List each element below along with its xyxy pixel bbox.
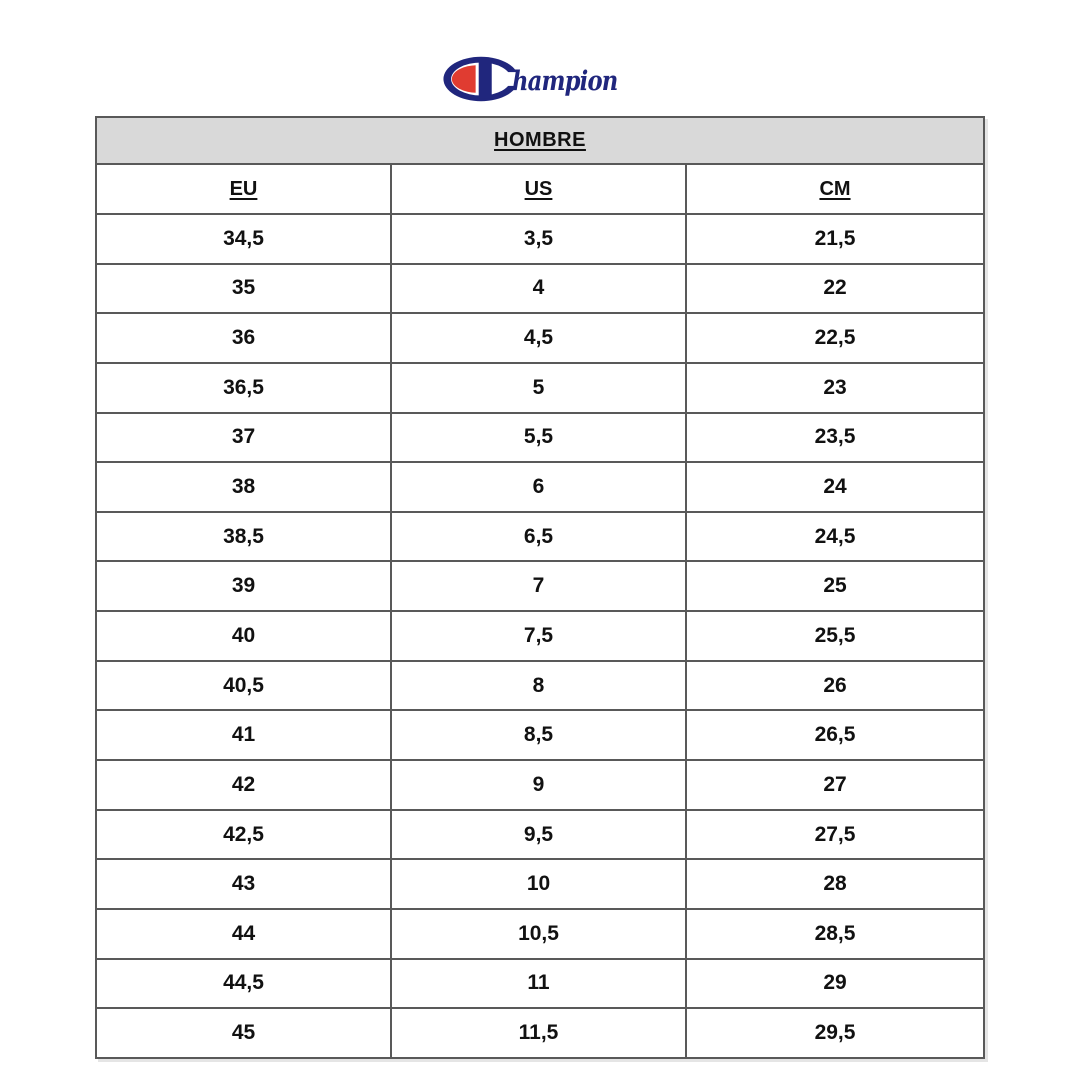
table-row <box>96 413 984 463</box>
table-row <box>96 661 984 711</box>
size-cell-cm: 24,5 <box>686 512 984 562</box>
size-cell-eu: 44,5 <box>96 959 391 1009</box>
table-row <box>96 909 984 959</box>
champion-c-icon <box>442 56 520 102</box>
table-row <box>96 264 984 314</box>
size-cell-cm: 29,5 <box>686 1008 984 1058</box>
size-cell-us: 11 <box>391 959 686 1009</box>
size-cell-us: 9,5 <box>391 810 686 860</box>
size-cell-us: 4,5 <box>391 313 686 363</box>
size-cell-cm: 21,5 <box>686 214 984 264</box>
size-cell-eu: 44 <box>96 909 391 959</box>
size-cell-eu: 37 <box>96 413 391 463</box>
size-cell-eu: 38 <box>96 462 391 512</box>
champion-logo <box>0 54 1080 104</box>
size-cell-eu: 38,5 <box>96 512 391 562</box>
size-cell-eu: 36,5 <box>96 363 391 413</box>
size-chart-table <box>95 116 985 1059</box>
table-row <box>96 512 984 562</box>
size-cell-eu: 41 <box>96 710 391 760</box>
table-row <box>96 313 984 363</box>
size-cell-cm: 25 <box>686 561 984 611</box>
table-title-row <box>96 117 984 164</box>
size-cell-eu: 45 <box>96 1008 391 1058</box>
size-cell-cm: 22 <box>686 264 984 314</box>
column-header-cm: CM <box>686 164 984 214</box>
size-cell-us: 7,5 <box>391 611 686 661</box>
size-cell-us: 10,5 <box>391 909 686 959</box>
size-cell-cm: 24 <box>686 462 984 512</box>
size-cell-eu: 40 <box>96 611 391 661</box>
champion-wordmark: hampion <box>512 65 618 97</box>
table-row <box>96 363 984 413</box>
size-cell-eu: 43 <box>96 859 391 909</box>
size-cell-us: 5 <box>391 363 686 413</box>
size-cell-us: 8,5 <box>391 710 686 760</box>
size-cell-eu: 35 <box>96 264 391 314</box>
size-cell-eu: 40,5 <box>96 661 391 711</box>
table-row <box>96 959 984 1009</box>
size-cell-cm: 28,5 <box>686 909 984 959</box>
size-cell-cm: 28 <box>686 859 984 909</box>
size-cell-cm: 22,5 <box>686 313 984 363</box>
size-cell-us: 5,5 <box>391 413 686 463</box>
size-cell-cm: 23 <box>686 363 984 413</box>
size-cell-us: 6 <box>391 462 686 512</box>
table-title: HOMBRE <box>96 117 984 164</box>
size-cell-us: 7 <box>391 561 686 611</box>
size-cell-cm: 25,5 <box>686 611 984 661</box>
size-table-body <box>96 214 984 1058</box>
size-cell-cm: 26 <box>686 661 984 711</box>
column-header-eu: EU <box>96 164 391 214</box>
size-cell-eu: 36 <box>96 313 391 363</box>
table-row <box>96 611 984 661</box>
size-cell-cm: 29 <box>686 959 984 1009</box>
size-cell-cm: 23,5 <box>686 413 984 463</box>
size-cell-cm: 26,5 <box>686 710 984 760</box>
column-header-row <box>96 164 984 214</box>
size-cell-cm: 27,5 <box>686 810 984 860</box>
size-cell-eu: 42 <box>96 760 391 810</box>
size-cell-eu: 34,5 <box>96 214 391 264</box>
size-cell-us: 8 <box>391 661 686 711</box>
table-row <box>96 760 984 810</box>
size-cell-us: 11,5 <box>391 1008 686 1058</box>
table-row <box>96 810 984 860</box>
size-cell-cm: 27 <box>686 760 984 810</box>
size-cell-us: 10 <box>391 859 686 909</box>
size-cell-eu: 42,5 <box>96 810 391 860</box>
table-row <box>96 1008 984 1058</box>
column-header-us: US <box>391 164 686 214</box>
size-cell-us: 6,5 <box>391 512 686 562</box>
table-row <box>96 710 984 760</box>
table-row <box>96 462 984 512</box>
size-cell-us: 3,5 <box>391 214 686 264</box>
size-cell-us: 4 <box>391 264 686 314</box>
table-row <box>96 214 984 264</box>
table-row <box>96 859 984 909</box>
size-cell-us: 9 <box>391 760 686 810</box>
size-cell-eu: 39 <box>96 561 391 611</box>
table-row <box>96 561 984 611</box>
